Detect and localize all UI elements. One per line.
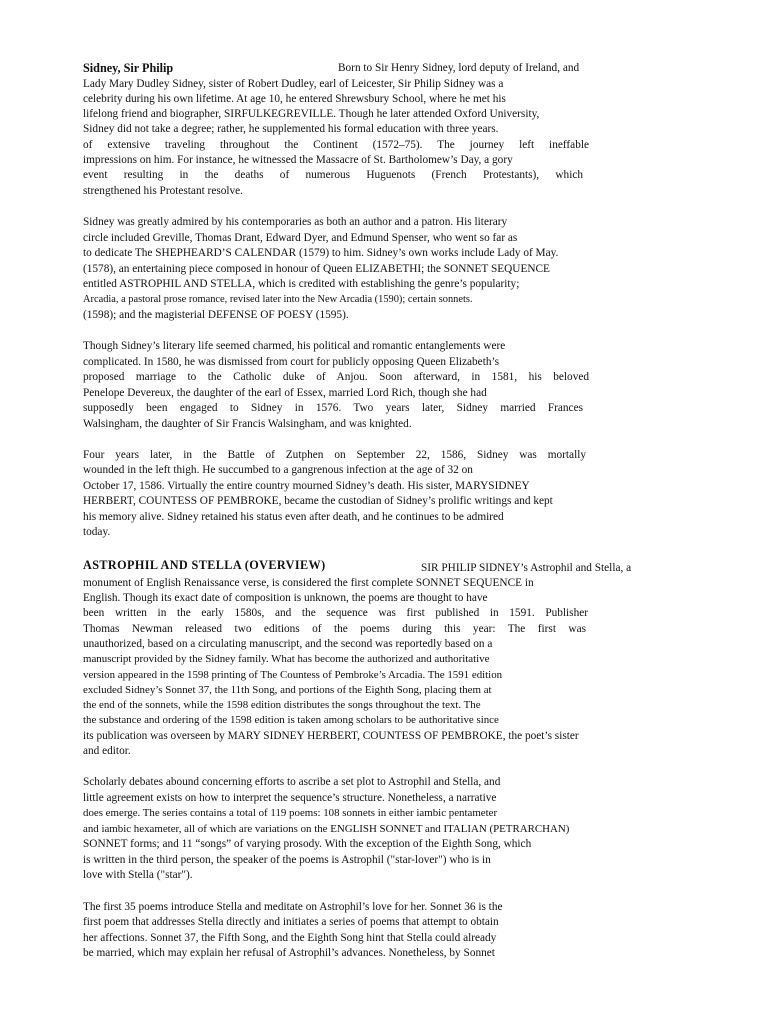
text-line: is written in the third person, the speaker of the poems is Astrophil ("star-lover") who is in — [83, 854, 491, 866]
text-line: excluded Sidney’s Sonnet 37, the 11th Song, and portions of the Eighth Song, placing them at — [83, 684, 492, 696]
text-line: entitled ASTROPHIL AND STELLA, which is credited with establishing the genre’s popularity; — [83, 278, 520, 290]
text-line: celebrity during his own lifetime. At age 10, he entered Shrewsbury School, where he met his — [83, 93, 506, 105]
text-line: love with Stella ("star"). — [83, 869, 193, 881]
text-line: Though Sidney’s literary life seemed charmed, his political and romantic entanglements were — [83, 340, 506, 352]
text-line: the end of the sonnets, while the 1598 edition distributes the songs throughout the text. The — [83, 699, 481, 711]
text-line: today. — [83, 526, 111, 538]
text-line: Born to Sir Henry Sidney, lord deputy of Ireland, and — [338, 62, 580, 74]
text-line: and editor. — [83, 745, 131, 757]
text-line: HERBERT, COUNTESS OF PEMBROKE, became the custodian of Sidney’s prolific writings and kept — [83, 495, 553, 507]
text-line: supposedly been engaged to Sidney in 1576. Two years later, Sidney married Frances — [83, 402, 583, 414]
text-line: be married, which may explain her refusal of Astrophil’s advances. Nonetheless, by Sonnet — [83, 947, 495, 959]
text-line: his memory alive. Sidney retained his status even after death, and he continues to be admired — [83, 511, 504, 523]
text-line: proposed marriage to the Catholic duke of Anjou. Soon afterward, in 1581, his beloved — [83, 371, 589, 383]
text-line: Sidney did not take a degree; rather, he supplemented his formal education with three years. — [83, 123, 499, 135]
text-line: manuscript provided by the Sidney family. What has become the authorized and authoritative — [83, 653, 490, 665]
text-line: (1578), an entertaining piece composed in honour of Queen ELIZABETHI; the SONNET SEQUENCE — [83, 263, 550, 275]
text-line: monument of English Renaissance verse, is considered the first complete SONNET SEQUENCE in — [83, 577, 534, 589]
text-line: wounded in the left thigh. He succumbed to a gangrenous infection at the age of 32 on — [83, 464, 473, 476]
text-line: October 17, 1586. Virtually the entire country mourned Sidney’s death. His sister, MARYSIDNEY — [83, 480, 530, 492]
text-line: (1598); and the magisterial DEFENSE OF POESY (1595). — [83, 309, 349, 321]
entry-heading: Sidney, Sir Philip — [83, 61, 174, 75]
text-line: does emerge. The series contains a total of 119 poems: 108 sonnets in either iambic pentameter — [83, 807, 498, 819]
text-line: event resulting in the deaths of numerous Huguenots (French Protestants), which — [83, 169, 583, 181]
text-line: Penelope Devereux, the daughter of the earl of Essex, married Lord Rich, though she had — [83, 387, 487, 399]
text-line: The first 35 poems introduce Stella and meditate on Astrophil’s love for her. Sonnet 36 is the — [83, 901, 503, 913]
text-line: strengthened his Protestant resolve. — [83, 185, 244, 197]
text-line: Thomas Newman released two editions of the poems during this year: The first was — [83, 623, 586, 635]
text-line: to dedicate The SHEPHEARD’S CALENDAR (1579) to him. Sidney’s own works include Lady of May. — [83, 247, 559, 259]
text-line: and iambic hexameter, all of which are variations on the ENGLISH SONNET and ITALIAN (PETRARCHAN) — [83, 823, 570, 835]
text-line: SONNET forms; and 11 “songs” of varying prosody. With the exception of the Eighth Song, which — [83, 838, 532, 850]
text-line: unauthorized, based on a circulating manuscript, and the second was reportedly based on a — [83, 638, 493, 650]
text-line: version appeared in the 1598 printing of The Countess of Pembroke’s Arcadia. The 1591 edition — [83, 669, 503, 681]
text-line: Four years later, in the Battle of Zutphen on September 22, 1586, Sidney was mortally — [83, 449, 586, 461]
text-line: Walsingham, the daughter of Sir Francis Walsingham, and was knighted. — [83, 418, 412, 430]
text-line: circle included Greville, Thomas Drant, Edward Dyer, and Edmund Spenser, who went so far as — [83, 232, 518, 244]
entry-heading: ASTROPHIL AND STELLA (OVERVIEW) — [83, 558, 326, 572]
text-line: first poem that addresses Stella directly and initiates a series of poems that attempt to obtain — [83, 916, 499, 928]
text-line: been written in the early 1580s, and the sequence was first published in 1591. Publisher — [83, 607, 588, 619]
text-line: impressions on him. For instance, he witnessed the Massacre of St. Bartholomew’s Day, a gory — [83, 154, 513, 166]
text-line: the substance and ordering of the 1598 edition is taken among scholars to be authoritative since — [83, 714, 499, 726]
text-line: English. Though its exact date of composition is unknown, the poems are thought to have — [83, 592, 488, 604]
text-line: Sidney was greatly admired by his contemporaries as both an author and a patron. His literary — [83, 216, 508, 228]
text-line: Scholarly debates abound concerning efforts to ascribe a set plot to Astrophil and Stella, and — [83, 776, 501, 788]
text-line: her affections. Sonnet 37, the Fifth Song, and the Eighth Song hint that Stella could already — [83, 932, 497, 944]
text-line: complicated. In 1580, he was dismissed from court for publicly opposing Queen Elizabeth’s — [83, 356, 500, 368]
text-line: of extensive traveling throughout the Continent (1572–75). The journey left ineffable — [83, 139, 589, 151]
text-line: SIR PHILIP SIDNEY’s Astrophil and Stella, a — [421, 562, 632, 574]
text-line: little agreement exists on how to interpret the sequence’s structure. Nonetheless, a narrative — [83, 792, 497, 804]
text-line: its publication was overseen by MARY SIDNEY HERBERT, COUNTESS OF PEMBROKE, the poet’s sister — [83, 730, 579, 742]
text-line: lifelong friend and biographer, SIRFULKEGREVILLE. Though he later attended Oxford University, — [83, 108, 540, 120]
text-line: Arcadia, a pastoral prose romance, revised later into the New Arcadia (1590); certain sonnets. — [83, 294, 473, 305]
text-line: Lady Mary Dudley Sidney, sister of Robert Dudley, earl of Leicester, Sir Philip Sidney was a — [83, 78, 504, 90]
